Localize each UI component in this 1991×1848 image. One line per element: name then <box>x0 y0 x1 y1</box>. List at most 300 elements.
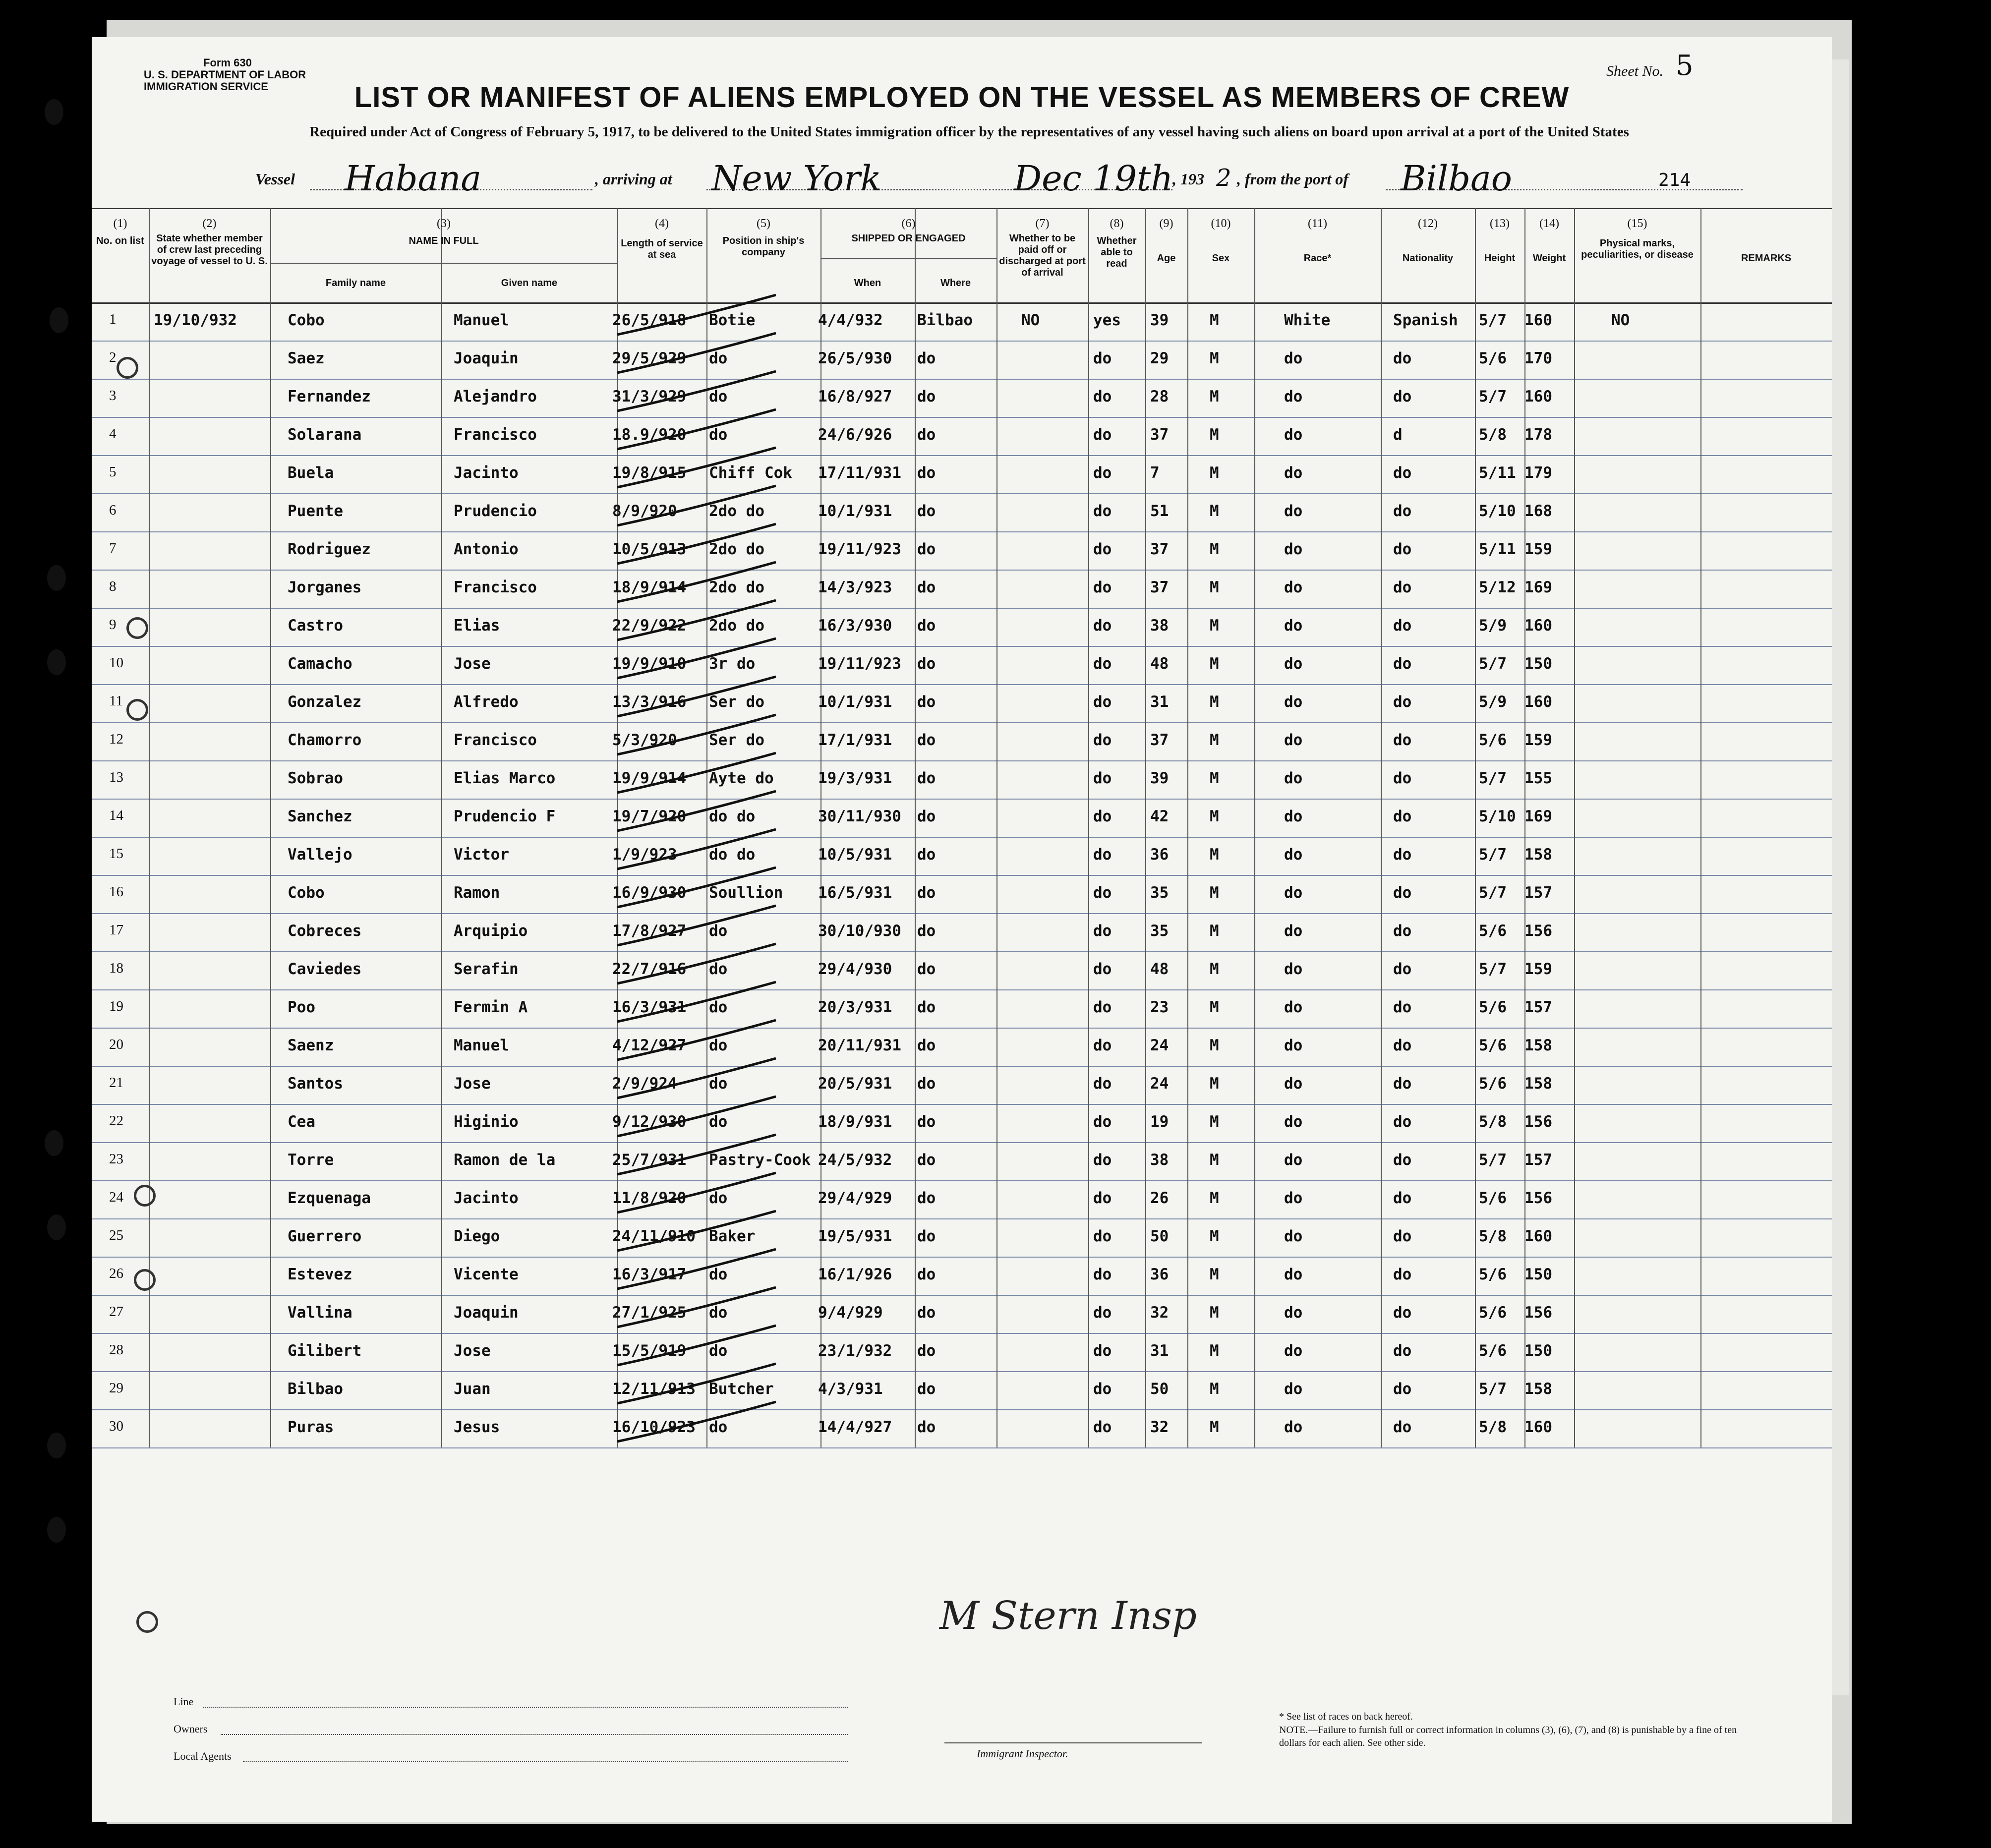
cell-read: do <box>1093 1380 1112 1398</box>
cell-race: do <box>1284 464 1303 482</box>
cell-race: do <box>1284 1380 1303 1398</box>
cell-read: do <box>1093 1342 1112 1360</box>
cell-pos: do <box>709 388 728 405</box>
cell-age: 19 <box>1150 1113 1169 1131</box>
cell-where: do <box>917 693 936 711</box>
cell-where: do <box>917 349 936 367</box>
cell-race: do <box>1284 998 1303 1016</box>
cell-given: Manuel <box>454 1037 509 1054</box>
cell-race: do <box>1284 1189 1303 1207</box>
cell-when: 16/8/927 <box>818 388 892 405</box>
cell-wt: 159 <box>1524 731 1552 749</box>
cell-pos: do <box>709 426 728 444</box>
cell-where: do <box>917 1342 936 1360</box>
cell-sex: M <box>1210 540 1219 558</box>
cell-when: 19/11/923 <box>818 540 901 558</box>
cell-read: do <box>1093 846 1112 864</box>
cell-pos: do <box>709 960 728 978</box>
cell-when: 19/11/923 <box>818 655 901 673</box>
cell-wt: 157 <box>1524 998 1552 1016</box>
cell-when: 24/5/932 <box>818 1151 892 1169</box>
column-rule <box>270 208 271 1447</box>
cell-where: Bilbao <box>917 311 973 329</box>
cell-ht: 5/7 <box>1479 1380 1507 1398</box>
cell-n: 18 <box>109 960 123 976</box>
cell-wt: 168 <box>1524 502 1552 520</box>
cell-race: do <box>1284 1418 1303 1436</box>
cell-family: Saenz <box>288 1037 334 1054</box>
cell-ht: 5/7 <box>1479 960 1507 978</box>
cell-age: 35 <box>1150 884 1169 902</box>
cell-age: 24 <box>1150 1075 1169 1093</box>
cell-wt: 156 <box>1524 1113 1552 1131</box>
column-rule <box>1475 208 1476 1447</box>
cell-where: do <box>917 578 936 596</box>
cell-family: Puente <box>288 502 343 520</box>
cell-nat: do <box>1393 1266 1412 1283</box>
column-number: (4) <box>655 217 669 230</box>
cell-ht: 5/6 <box>1479 998 1507 1016</box>
cell-nat: d <box>1393 426 1403 444</box>
cell-read: do <box>1093 1227 1112 1245</box>
column-rule <box>996 208 997 1447</box>
binder-ring <box>134 1269 156 1291</box>
cell-n: 11 <box>109 693 123 709</box>
cell-when: 10/5/931 <box>818 846 892 864</box>
cell-race: do <box>1284 1037 1303 1054</box>
cell-race: do <box>1284 960 1303 978</box>
cell-read: do <box>1093 1418 1112 1436</box>
cell-sex: M <box>1210 1304 1219 1322</box>
header-rule <box>92 302 1832 304</box>
cell-nat: do <box>1393 502 1412 520</box>
cell-read: yes <box>1093 311 1121 329</box>
cell-race: do <box>1284 884 1303 902</box>
cell-pos: do <box>709 349 728 367</box>
cell-length: 22/9/922 <box>612 617 687 635</box>
cell-family: Puras <box>288 1418 334 1436</box>
cell-given: Higinio <box>454 1113 519 1131</box>
column-header-when: When <box>854 278 881 289</box>
cell-where: do <box>917 540 936 558</box>
name-subheader-rule <box>270 263 617 264</box>
cell-when: 29/4/930 <box>818 960 892 978</box>
cell-age: 39 <box>1150 769 1169 787</box>
cell-state: 19/10/932 <box>154 311 237 329</box>
cell-where: do <box>917 1151 936 1169</box>
cell-ht: 5/6 <box>1479 922 1507 940</box>
cell-nat: do <box>1393 922 1412 940</box>
row-rule <box>92 493 1832 494</box>
cell-read: do <box>1093 960 1112 978</box>
cell-given: Jacinto <box>454 1189 519 1207</box>
table-top-rule <box>92 208 1832 209</box>
cell-pos: do <box>709 1189 728 1207</box>
column-header-weight: Weight <box>1532 253 1566 264</box>
cell-race: do <box>1284 388 1303 405</box>
cell-sex: M <box>1210 1075 1219 1093</box>
cell-sex: M <box>1210 617 1219 635</box>
column-header-length: Length of service at sea <box>621 238 703 260</box>
cell-age: 31 <box>1150 693 1169 711</box>
owners-label: Owners <box>174 1723 208 1735</box>
sheet-number: 214 <box>1658 170 1691 190</box>
cell-sex: M <box>1210 1227 1219 1245</box>
cell-ht: 5/11 <box>1479 540 1516 558</box>
cell-length: 17/8/927 <box>612 922 687 940</box>
cell-given: Francisco <box>454 426 537 444</box>
cell-pos: Chiff Cok <box>709 464 792 482</box>
cell-nat: do <box>1393 884 1412 902</box>
cell-read: do <box>1093 998 1112 1016</box>
cell-ht: 5/6 <box>1479 349 1507 367</box>
cell-race: do <box>1284 693 1303 711</box>
cell-n: 7 <box>109 540 117 556</box>
cell-sex: M <box>1210 578 1219 596</box>
line-label: Line <box>174 1695 194 1708</box>
row-rule <box>92 1180 1832 1181</box>
column-number: (1) <box>113 217 127 230</box>
cell-age: 32 <box>1150 1418 1169 1436</box>
binder-ring <box>136 1611 158 1633</box>
cell-when: 16/5/931 <box>818 884 892 902</box>
cell-pos: Soullion <box>709 884 783 902</box>
column-rule <box>1381 208 1382 1447</box>
column-header-race: Race* <box>1303 253 1332 264</box>
cell-race: do <box>1284 1075 1303 1093</box>
column-rule <box>1700 208 1701 1447</box>
cell-length: 16/9/930 <box>612 884 687 902</box>
cell-race: do <box>1284 922 1303 940</box>
cell-when: 29/4/929 <box>818 1189 892 1207</box>
cell-pos: do <box>709 922 728 940</box>
cell-age: 28 <box>1150 388 1169 405</box>
cell-length: 18.9/920 <box>612 426 687 444</box>
cell-nat: do <box>1393 998 1412 1016</box>
cell-pos: 2do do <box>709 540 764 558</box>
cell-wt: 155 <box>1524 769 1552 787</box>
cell-pos: Pastry-Cook <box>709 1151 811 1169</box>
cell-sex: M <box>1210 388 1219 405</box>
agents-field <box>243 1761 848 1762</box>
cell-given: Elias <box>454 617 500 635</box>
cell-given: Francisco <box>454 731 537 749</box>
row-rule <box>92 1447 1832 1448</box>
cell-age: 37 <box>1150 540 1169 558</box>
cell-ht: 5/7 <box>1479 846 1507 864</box>
cell-ht: 5/6 <box>1479 1075 1507 1093</box>
column-header-age: Age <box>1157 253 1176 264</box>
cell-read: do <box>1093 922 1112 940</box>
cell-age: 38 <box>1150 617 1169 635</box>
line-field <box>203 1707 848 1708</box>
cell-read: do <box>1093 884 1112 902</box>
cell-length: 16/10/923 <box>612 1418 696 1436</box>
cell-where: do <box>917 731 936 749</box>
cell-length: 5/3/920 <box>612 731 677 749</box>
cell-nat: do <box>1393 1113 1412 1131</box>
cell-age: 37 <box>1150 731 1169 749</box>
cell-age: 50 <box>1150 1380 1169 1398</box>
cell-read: do <box>1093 617 1112 635</box>
column-number: (14) <box>1539 217 1559 230</box>
cell-length: 10/5/913 <box>612 540 687 558</box>
cell-family: Fernandez <box>288 388 371 405</box>
cell-where: do <box>917 1227 936 1245</box>
cell-given: Joaquin <box>454 349 519 367</box>
cell-age: 26 <box>1150 1189 1169 1207</box>
cell-nat: do <box>1393 540 1412 558</box>
cell-n: 19 <box>109 998 123 1014</box>
cell-wt: 156 <box>1524 1189 1552 1207</box>
cell-read: do <box>1093 388 1112 405</box>
cell-n: 8 <box>109 578 117 594</box>
cell-where: do <box>917 617 936 635</box>
cell-read: do <box>1093 540 1112 558</box>
cell-read: do <box>1093 349 1112 367</box>
cell-race: do <box>1284 1342 1303 1360</box>
cell-nat: do <box>1393 808 1412 825</box>
row-rule <box>92 608 1832 609</box>
cell-family: Cea <box>288 1113 315 1131</box>
cell-ht: 5/7 <box>1479 311 1507 329</box>
vessel-value: Habana <box>345 158 482 199</box>
cell-when: 30/10/930 <box>818 922 901 940</box>
binder-ring <box>117 357 138 379</box>
cell-when: 16/3/930 <box>818 617 892 635</box>
cell-ht: 5/8 <box>1479 1227 1507 1245</box>
cell-wt: 150 <box>1524 1266 1552 1283</box>
cell-when: 9/4/929 <box>818 1304 883 1322</box>
fine-note: NOTE.—Failure to furnish full or correct information in columns (3), (6), (7), and (8) is punishable by a fine of ten dollars for each alien. See other side. <box>1279 1725 1737 1748</box>
cell-sex: M <box>1210 922 1219 940</box>
cell-given: Jacinto <box>454 464 519 482</box>
cell-n: 17 <box>109 922 123 938</box>
cell-race: do <box>1284 1113 1303 1131</box>
cell-given: Victor <box>454 846 509 864</box>
dept-line-2: IMMIGRATION SERVICE <box>144 80 268 93</box>
cell-where: do <box>917 1380 936 1398</box>
cell-age: 24 <box>1150 1037 1169 1054</box>
cell-read: do <box>1093 731 1112 749</box>
cell-when: 17/1/931 <box>818 731 892 749</box>
cell-wt: 156 <box>1524 922 1552 940</box>
cell-length: 27/1/925 <box>612 1304 687 1322</box>
cell-where: do <box>917 1304 936 1322</box>
cell-sex: M <box>1210 1380 1219 1398</box>
cell-when: 20/11/931 <box>818 1037 901 1054</box>
cell-n: 21 <box>109 1075 123 1091</box>
cell-length: 26/5/918 <box>612 311 687 329</box>
cell-sex: M <box>1210 693 1219 711</box>
cell-race: do <box>1284 617 1303 635</box>
cell-length: 11/8/920 <box>612 1189 687 1207</box>
cell-ht: 5/10 <box>1479 502 1516 520</box>
cell-age: 29 <box>1150 349 1169 367</box>
cell-wt: 150 <box>1524 655 1552 673</box>
cell-n: 6 <box>109 502 117 518</box>
cell-age: 38 <box>1150 1151 1169 1169</box>
cell-wt: 160 <box>1524 388 1552 405</box>
cell-where: do <box>917 388 936 405</box>
cell-ht: 5/7 <box>1479 769 1507 787</box>
cell-given: Jesus <box>454 1418 500 1436</box>
cell-length: 4/12/927 <box>612 1037 687 1054</box>
column-header-nationality: Nationality <box>1402 253 1454 264</box>
year-value: 2 <box>1216 164 1231 192</box>
owners-field <box>221 1734 848 1735</box>
binder-hole <box>45 1130 63 1156</box>
cell-when: 26/5/930 <box>818 349 892 367</box>
cell-ht: 5/8 <box>1479 1113 1507 1131</box>
cell-where: do <box>917 1266 936 1283</box>
cell-nat: do <box>1393 617 1412 635</box>
cell-read: do <box>1093 1113 1112 1131</box>
cell-family: Sanchez <box>288 808 352 825</box>
cell-wt: 158 <box>1524 846 1552 864</box>
cell-family: Castro <box>288 617 343 635</box>
row-rule <box>92 760 1832 761</box>
cell-nat: do <box>1393 1418 1412 1436</box>
cell-wt: 159 <box>1524 960 1552 978</box>
cell-family: Buela <box>288 464 334 482</box>
cell-n: 12 <box>109 731 123 747</box>
cell-given: Prudencio F <box>454 808 556 825</box>
cell-wt: 150 <box>1524 1342 1552 1360</box>
cell-length: 8/9/920 <box>612 502 677 520</box>
cell-family: Rodriguez <box>288 540 371 558</box>
cell-where: do <box>917 1075 936 1093</box>
column-header-no: No. on list <box>96 235 144 246</box>
column-header-height: Height <box>1484 253 1516 264</box>
cell-read: do <box>1093 578 1112 596</box>
cell-nat: do <box>1393 349 1412 367</box>
column-number: (9) <box>1159 217 1173 230</box>
cell-ht: 5/7 <box>1479 1151 1507 1169</box>
cell-family: Estevez <box>288 1266 352 1283</box>
cell-sex: M <box>1210 1189 1219 1207</box>
cell-ht: 5/6 <box>1479 1304 1507 1322</box>
year-label: , 193 <box>1172 170 1204 188</box>
form-label: Form 630 <box>203 57 252 69</box>
cell-pos: do <box>709 1075 728 1093</box>
date-value: Dec 19th <box>1014 158 1173 199</box>
cell-where: do <box>917 502 936 520</box>
cell-n: 9 <box>109 617 117 633</box>
cell-family: Guerrero <box>288 1227 362 1245</box>
cell-length: 1/9/923 <box>612 846 677 864</box>
cell-race: do <box>1284 349 1303 367</box>
cell-ht: 5/7 <box>1479 655 1507 673</box>
cell-family: Chamorro <box>288 731 362 749</box>
shipped-subheader-rule <box>820 258 996 259</box>
cell-age: 7 <box>1150 464 1160 482</box>
cell-read: do <box>1093 808 1112 825</box>
cell-age: 42 <box>1150 808 1169 825</box>
row-rule <box>92 531 1832 532</box>
cell-ht: 5/6 <box>1479 1037 1507 1054</box>
cell-read: do <box>1093 1151 1112 1169</box>
cell-family: Saez <box>288 349 325 367</box>
cell-sex: M <box>1210 426 1219 444</box>
cell-length: 25/7/931 <box>612 1151 687 1169</box>
row-rule <box>92 1333 1832 1334</box>
arriving-label: , arriving at <box>595 170 672 188</box>
cell-age: 36 <box>1150 846 1169 864</box>
cell-wt: 158 <box>1524 1037 1552 1054</box>
cell-pos: 2do do <box>709 502 764 520</box>
cell-wt: 157 <box>1524 1151 1552 1169</box>
column-rule <box>149 208 150 1447</box>
cell-family: Santos <box>288 1075 343 1093</box>
cell-length: 19/7/920 <box>612 808 687 825</box>
column-header-state: State whether member of crew last preceding voyage of vessel to U. S. <box>151 233 268 267</box>
manifest-sheet <box>92 37 1832 1822</box>
binder-hole <box>47 1214 66 1240</box>
inspector-signature: M Stern Insp <box>939 1594 1197 1638</box>
cell-length: 12/11/913 <box>612 1380 696 1398</box>
cell-read: do <box>1093 1189 1112 1207</box>
cell-given: Alfredo <box>454 693 519 711</box>
cell-nat: do <box>1393 960 1412 978</box>
cell-given: Ramon <box>454 884 500 902</box>
cell-wt: 160 <box>1524 311 1552 329</box>
cell-read: do <box>1093 655 1112 673</box>
cell-n: 22 <box>109 1113 123 1129</box>
cell-pos: Ser do <box>709 731 764 749</box>
cell-n: 25 <box>109 1227 123 1243</box>
cell-when: 24/6/926 <box>818 426 892 444</box>
cell-nat: do <box>1393 846 1412 864</box>
cell-age: 39 <box>1150 311 1169 329</box>
cell-length: 19/9/910 <box>612 655 687 673</box>
column-header-marks: Physical marks, peculiarities, or disease <box>1581 238 1694 260</box>
column-number: (15) <box>1627 217 1647 230</box>
cell-wt: 156 <box>1524 1304 1552 1322</box>
cell-marks: NO <box>1611 311 1630 329</box>
cell-when: 10/1/931 <box>818 693 892 711</box>
column-header-sex: Sex <box>1212 253 1230 264</box>
cell-nat: do <box>1393 464 1412 482</box>
cell-length: 19/9/914 <box>612 769 687 787</box>
row-rule <box>92 837 1832 838</box>
cell-wt: 158 <box>1524 1075 1552 1093</box>
column-number: (3) <box>437 217 451 230</box>
cell-sex: M <box>1210 1418 1219 1436</box>
cell-sex: M <box>1210 502 1219 520</box>
cell-when: 19/5/931 <box>818 1227 892 1245</box>
from-value: Bilbao <box>1401 158 1512 199</box>
cell-ht: 5/9 <box>1479 693 1507 711</box>
cell-ht: 5/7 <box>1479 884 1507 902</box>
cell-age: 51 <box>1150 502 1169 520</box>
cell-race: do <box>1284 1304 1303 1322</box>
cell-age: 31 <box>1150 1342 1169 1360</box>
cell-pos: Botie <box>709 311 756 329</box>
column-rule <box>441 208 442 1447</box>
cell-pos: do do <box>709 808 756 825</box>
cell-age: 23 <box>1150 998 1169 1016</box>
cell-nat: do <box>1393 388 1412 405</box>
cell-n: 4 <box>109 426 117 442</box>
column-header-given: Given name <box>501 278 558 289</box>
cell-given: Jose <box>454 1342 491 1360</box>
row-rule <box>92 1409 1832 1410</box>
cell-where: do <box>917 960 936 978</box>
cell-given: Fermin A <box>454 998 528 1016</box>
cell-pos: do <box>709 998 728 1016</box>
cell-n: 29 <box>109 1380 123 1396</box>
